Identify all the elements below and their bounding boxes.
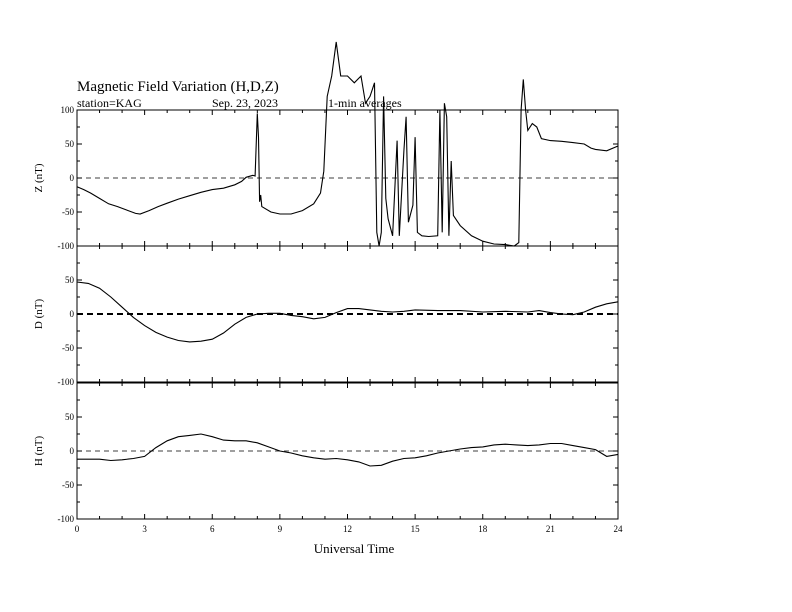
panel-z-ytick-label: -50 <box>62 207 74 217</box>
panel-d-trace <box>77 282 618 342</box>
x-axis-label: Universal Time <box>313 541 395 556</box>
chart-title: Magnetic Field Variation (H,D,Z) <box>77 79 279 95</box>
panel-h <box>33 383 618 524</box>
panel-z-ylabel: Z (nT) <box>33 163 45 193</box>
panel-z-ytick-label: 50 <box>65 139 74 149</box>
panel-d-ytick-label: 0 <box>69 309 74 319</box>
x-tick-label: 3 <box>142 524 147 534</box>
x-tick-label: 6 <box>210 524 215 534</box>
x-axis-tick-labels <box>75 524 623 534</box>
panel-d-ytick-label: -50 <box>62 343 74 353</box>
panel-h-ytick-label: 50 <box>65 412 74 422</box>
x-tick-label: 0 <box>74 524 80 534</box>
averaging-label: 1-min averages <box>328 96 402 110</box>
panel-d-ytick-label: 50 <box>65 275 74 285</box>
x-tick-label: 21 <box>545 524 555 534</box>
x-tick-label: 12 <box>343 524 352 534</box>
panel-h-ytick-label: -50 <box>62 480 74 490</box>
panel-d-ytick-label: -100 <box>57 377 74 387</box>
panel-h-trace <box>77 434 618 466</box>
panel-d-ylabel: D (nT) <box>33 298 45 330</box>
x-tick-label: 24 <box>613 524 623 534</box>
x-tick-label: 15 <box>410 524 420 534</box>
panel-z <box>33 42 618 251</box>
panel-z-ytick-label: 0 <box>69 173 74 183</box>
panel-h-ytick-label: -100 <box>57 514 74 524</box>
panel-z-ytick-label: -100 <box>57 241 74 251</box>
panel-h-ytick-label: 0 <box>69 446 74 456</box>
x-tick-label: 9 <box>277 524 283 534</box>
panel-z-ytick-label: 100 <box>60 105 74 115</box>
date-label: Sep. 23, 2023 <box>212 96 278 110</box>
x-tick-label: 18 <box>478 524 488 534</box>
panel-d <box>33 246 618 387</box>
panel-z-trace <box>77 42 618 246</box>
panel-h-ylabel: H (nT) <box>33 435 45 467</box>
station-label: station=KAG <box>77 96 142 110</box>
panels-layer <box>33 42 618 524</box>
